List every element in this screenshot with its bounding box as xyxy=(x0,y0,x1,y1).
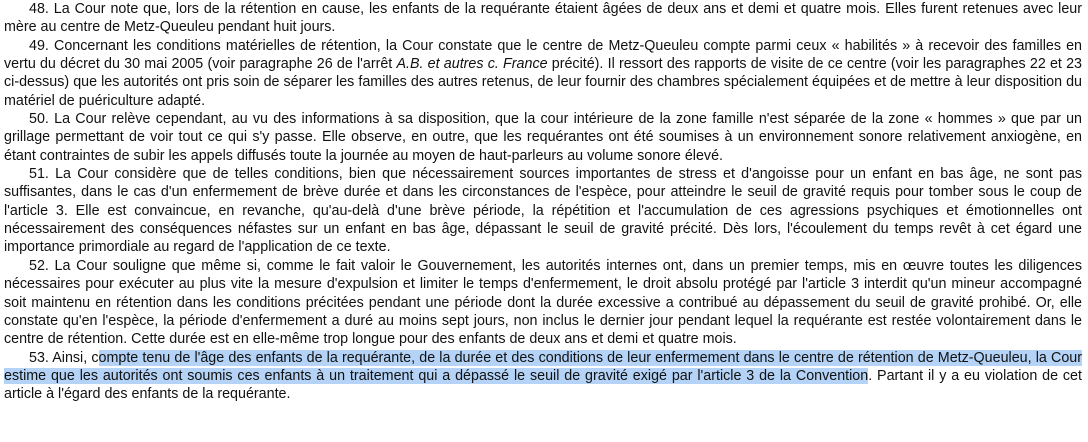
case-citation-italic: A.B. et autres c. France xyxy=(396,56,548,73)
paragraph-51-text: 51. La Cour considère que de telles conditions, bien que nécessairement sources importantes de stress et d'angoisse pour un enfant en bas âge, ne sont pas suffisantes, dans le cas d'un enfermement de brève durée et dans les circonstances de l'espèce, pour atteindre le seuil de gravité requis pour tomber sous le coup de l'article 3. Elle est convaincue, en revanche, qu'au-delà d'une brève période, la répétition et l'accumulation de ces agressions psychiques et émotionnelles ont nécessairement des conséquences néfastes sur un enfant en bas âge, dépassant le seuil de gravité précité. Dès lors, l'écoulement du temps revêt à cet égard une importance primordiale au regard de l'application de ce texte. xyxy=(4,166,1082,256)
paragraph-52-text: 52. La Cour souligne que même si, comme le fait valoir le Gouvernement, les autorités internes ont, dans un premier temps, mis en œuvre toutes les diligences nécessaires pour exécuter au plus vite la mesure d'expulsion et limiter le temps d'enfermement, le droit absolu protégé par l'article 3 interdit qu'un mineur accompagné soit maintenu en rétention dans les conditions précitées pendant une période dont la durée excessive a contribué au dépassement du seuil de gravité prohibé. Or, elle constate qu'en l'espèce, la période d'enfermement a duré au moins sept jours, non inclus le dernier jour pendant lequel la requérante est restée volontairement dans le centre de rétention. Cette durée est en elle-même trop longue pour des enfants de deux ans et demi et quatre mois. xyxy=(4,257,1082,348)
paragraph-49 xyxy=(4,37,1082,110)
paragraph-48 xyxy=(4,0,1082,37)
paragraph-48-text: 48. La Cour note que, lors de la rétention en cause, les enfants de la requérante étaient âgées de deux ans et demi et quatre mois. Elles furent retenues avec leur mère au centre de Metz-Queuleu pendant huit jours. xyxy=(4,1,1082,36)
paragraph-50-text: 50. La Cour relève cependant, au vu des informations à sa disposition, que la cour intérieure de la zone famille n'est séparée de la zone « hommes » que par un grillage permettant de voir tout ce qui s'y passe. Elle observe, en outre, que les requérantes ont été soumises à un environnement sonore relativement anxiogène, en étant contraintes de subir les appels diffusés toute la journée au moyen de haut-parleurs au volume sonore élevé. xyxy=(4,111,1082,164)
paragraph-53-text-end: . Partant il y a eu violation de cet article à l'égard des enfants de la requérante. xyxy=(4,367,1082,403)
selected-text-highlight[interactable]: ompte tenu de l'âge des enfants de la requérante, de la durée et des conditions de leur enfermement dans le centre de rétention de Metz-Queuleu, la Cour estime que les autorités ont soumis ces enfants à un traitement qui a dépassé le seuil de gravité exigé par l'article 3 de la Convention xyxy=(4,349,1083,384)
paragraph-53 xyxy=(4,349,1082,404)
paragraph-50 xyxy=(4,110,1082,165)
paragraph-52 xyxy=(4,257,1082,349)
paragraph-51 xyxy=(4,165,1082,257)
document-body xyxy=(4,0,1082,404)
paragraph-49-text-start: 49. Concernant les conditions matérielles de rétention, la Cour constate que le centre de Metz-Queuleu compte parmi ceux « habilités » à recevoir des familles en vertu du décret du 30 mai 2005 (voir paragraphe 26 de l'arrêt xyxy=(4,37,1082,73)
paragraph-49-text-end: précité). Il ressort des rapports de visite de ce centre (voir les paragraphes 22 et 23 ci-dessus) que les autorités ont pris soin de séparer les familles des autres retenus, de leur fournir des chambres spécialement équipées et de mettre à leur disposition du matériel de puériculture adapté. xyxy=(4,56,1082,109)
paragraph-53-text-start: 53. Ainsi, c xyxy=(29,349,99,366)
